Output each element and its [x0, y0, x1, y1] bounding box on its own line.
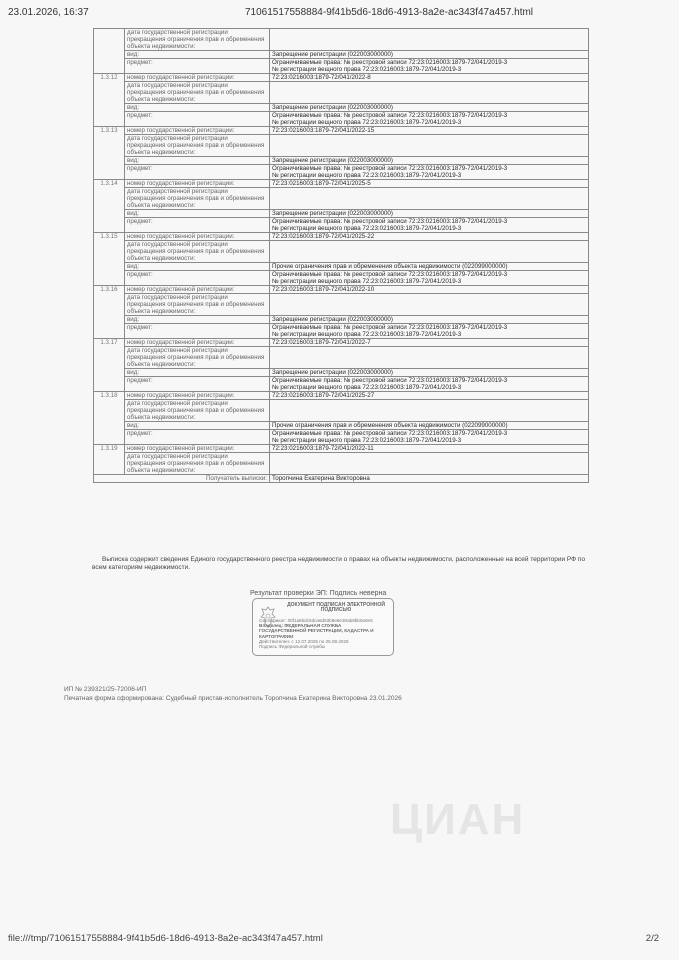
table-row	[94, 188, 589, 210]
subject-line: Ограничиваемые права: № реестровой записи 72:23:0216003:1879-72/041/2019-3	[272, 271, 508, 278]
table-row	[94, 271, 589, 286]
print-datetime: 23.01.2026, 16:37	[8, 7, 89, 18]
end-date-label: дата государственной регистрации прекращения ограничения прав и обременения объекта недвижимости:	[125, 294, 270, 316]
kind-value: Запрещение регистрации (022003000000)	[270, 316, 589, 324]
page-number: 2/2	[645, 933, 659, 944]
reg-number-label: номер государственной регистрации:	[125, 233, 270, 241]
end-date-label: дата государственной регистрации прекращения ограничения прав и обременения объекта недвижимости:	[125, 453, 270, 475]
subject-label: предмет:	[125, 324, 270, 339]
reg-number-value: 72:23:0216003:1879-72/041/2022-15	[270, 127, 589, 135]
subject-line: Ограничиваемые права: № реестровой записи 72:23:0216003:1879-72/041/2019-3	[272, 165, 508, 172]
table-row	[94, 104, 589, 112]
table-row	[94, 453, 589, 475]
subject-value	[270, 59, 589, 74]
end-date-value	[270, 347, 589, 369]
table-row	[94, 112, 589, 127]
stamp-certificate: Сертификат: 00f1a5bdc5dca6d53b8e8e30ab8bb0a0e5	[259, 618, 373, 623]
reg-number-value: 72:23:0216003:1879-72/041/2022-11	[270, 445, 589, 453]
end-date-value	[270, 188, 589, 210]
reg-number-value: 72:23:0216003:1879-72/041/2025-22	[270, 233, 589, 241]
subject-line: № регистрации вещного права 72:23:0216003:1879-72/041/2019-3	[272, 384, 462, 391]
table-row	[94, 59, 589, 74]
kind-value: Запрещение регистрации (022003000000)	[270, 51, 589, 59]
case-number: ИП № 239321/25-72006-ИП	[64, 686, 147, 693]
table-row	[94, 286, 589, 294]
kind-label: вид:	[125, 210, 270, 218]
subject-label: предмет:	[125, 377, 270, 392]
end-date-label: дата государственной регистрации прекращения ограничения прав и обременения объекта недвижимости:	[125, 135, 270, 157]
table-row	[94, 29, 589, 51]
reg-number-value: 72:23:0216003:1879-72/041/2022-10	[270, 286, 589, 294]
end-date-value	[270, 294, 589, 316]
entry-number: 1.3.12	[94, 74, 125, 127]
kind-value: Запрещение регистрации (022003000000)	[270, 369, 589, 377]
table-row	[94, 241, 589, 263]
extract-note: Выписка содержит сведения Единого государственного реестра недвижимости о правах на объекты недвижимости, расположенные на всей территории РФ по всем категориям недвижимости.	[92, 556, 586, 571]
recipient-label: Получатель выписки:	[94, 475, 270, 483]
table-row	[94, 82, 589, 104]
table-row	[94, 51, 589, 59]
subject-line: Ограничиваемые права: № реестровой записи 72:23:0216003:1879-72/041/2019-3	[272, 112, 508, 119]
table-row	[94, 294, 589, 316]
reg-number-label: номер государственной регистрации:	[125, 180, 270, 188]
kind-label: вид:	[125, 157, 270, 165]
table-row	[94, 74, 589, 82]
table-row	[94, 369, 589, 377]
subject-value	[270, 271, 589, 286]
kind-label: вид:	[125, 51, 270, 59]
table-row	[94, 316, 589, 324]
entry-number: 1.3.19	[94, 445, 125, 475]
kind-value: Запрещение регистрации (022003000000)	[270, 210, 589, 218]
table-row	[94, 392, 589, 400]
file-path: file:///tmp/71061517558884-9f41b5d6-18d6-4913-8a2e-ac343f47a457.html	[8, 933, 323, 944]
stamp-signer: Подпись Федеральной службы	[259, 644, 326, 650]
table-row	[94, 233, 589, 241]
entry-number: 1.3.18	[94, 392, 125, 445]
subject-line: № регистрации вещного права 72:23:0216003:1879-72/041/2019-3	[272, 119, 462, 126]
table-row	[94, 210, 589, 218]
subject-value	[270, 112, 589, 127]
table-row	[94, 157, 589, 165]
end-date-label: дата государственной регистрации прекращения ограничения прав и обременения объекта недвижимости:	[125, 82, 270, 104]
table-row	[94, 430, 589, 445]
table-row	[94, 165, 589, 180]
table-row	[94, 400, 589, 422]
subject-line: Ограничиваемые права: № реестровой записи 72:23:0216003:1879-72/041/2019-3	[272, 324, 508, 331]
watermark: ЦИАН	[390, 795, 526, 844]
subject-label: предмет:	[125, 112, 270, 127]
kind-value: Прочие ограничения прав и обременения объекта недвижимости (022099000000)	[270, 422, 589, 430]
reg-number-label: номер государственной регистрации:	[125, 339, 270, 347]
subject-label: предмет:	[125, 218, 270, 233]
encumbrance-table	[93, 28, 589, 483]
reg-number-value: 72:23:0216003:1879-72/041/2022-7	[270, 339, 589, 347]
end-date-label: дата государственной регистрации прекращения ограничения прав и обременения объекта недвижимости:	[125, 188, 270, 210]
print-meta	[64, 685, 402, 703]
kind-label: вид:	[125, 263, 270, 271]
subject-value	[270, 165, 589, 180]
table-row	[94, 324, 589, 339]
kind-value: Запрещение регистрации (022003000000)	[270, 157, 589, 165]
end-date-label: дата государственной регистрации прекращения ограничения прав и обременения объекта недвижимости:	[125, 347, 270, 369]
kind-value: Прочие ограничения прав и обременения объекта недвижимости (022099000000)	[270, 263, 589, 271]
subject-line: № регистрации вещного права 72:23:0216003:1879-72/041/2019-3	[272, 437, 462, 444]
end-date-value	[270, 241, 589, 263]
kind-label: вид:	[125, 369, 270, 377]
table-row	[94, 263, 589, 271]
reg-number-label: номер государственной регистрации:	[125, 445, 270, 453]
end-date-value	[270, 400, 589, 422]
table-row	[94, 339, 589, 347]
subject-label: предмет:	[125, 165, 270, 180]
entry-number: 1.3.16	[94, 286, 125, 339]
subject-line: Ограничиваемые права: № реестровой записи 72:23:0216003:1879-72/041/2019-3	[272, 377, 508, 384]
reg-number-label: номер государственной регистрации:	[125, 392, 270, 400]
table-row	[94, 135, 589, 157]
reg-number-value: 72:23:0216003:1879-72/041/2022-8	[270, 74, 589, 82]
entry-number: 1.3.13	[94, 127, 125, 180]
entry-number: 1.3.14	[94, 180, 125, 233]
subject-line: Ограничиваемые права: № реестровой записи 72:23:0216003:1879-72/041/2019-3	[272, 218, 508, 225]
stamp-title: ДОКУМЕНТ ПОДПИСАН ЭЛЕКТРОННОЙ ПОДПИСЬЮ	[287, 602, 385, 614]
end-date-value	[270, 135, 589, 157]
reg-number-label: номер государственной регистрации:	[125, 74, 270, 82]
table-row	[94, 347, 589, 369]
subject-label: предмет:	[125, 430, 270, 445]
reg-number-value: 72:23:0216003:1879-72/041/2025-5	[270, 180, 589, 188]
kind-value: Запрещение регистрации (022003000000)	[270, 104, 589, 112]
end-date-label: дата государственной регистрации прекращения ограничения прав и обременения объекта недвижимости:	[125, 241, 270, 263]
table-row	[94, 127, 589, 135]
recipient-value: Торопчина Екатерина Викторовна	[270, 475, 589, 483]
end-date-value	[270, 82, 589, 104]
table-row	[94, 377, 589, 392]
entry-number: 1.3.15	[94, 233, 125, 286]
reg-number-label: номер государственной регистрации:	[125, 286, 270, 294]
subject-label: предмет:	[125, 271, 270, 286]
table-row	[94, 445, 589, 453]
print-form-info: Печатная форма сформирована: Судебный пристав-исполнитель Торопчина Екатерина Викторовна 23.01.2026	[64, 695, 402, 702]
subject-label: предмет:	[125, 59, 270, 74]
entry-number: 1.3.17	[94, 339, 125, 392]
stamp-validity: Действителен: с 12.07.2025 по 25.09.2026	[259, 638, 349, 644]
subject-value	[270, 430, 589, 445]
subject-line: № регистрации вещного права 72:23:0216003:1879-72/041/2019-3	[272, 66, 462, 73]
stamp-owner: Владелец: ФЕДЕРАЛЬНАЯ СЛУЖБА ГОСУДАРСТВЕННОЙ РЕГИСТРАЦИИ, КАДАСТРА И КАРТОГРАФИИ	[259, 623, 374, 639]
kind-label: вид:	[125, 422, 270, 430]
subject-value	[270, 377, 589, 392]
kind-label: вид:	[125, 316, 270, 324]
reg-number-value: 72:23:0216003:1879-72/041/2025-27	[270, 392, 589, 400]
table-row	[94, 422, 589, 430]
document-title: 71061517558884-9f41b5d6-18d6-4913-8a2e-ac343f47a457.html	[245, 7, 534, 18]
table-row	[94, 475, 589, 483]
table-row	[94, 180, 589, 188]
reg-number-label: номер государственной регистрации:	[125, 127, 270, 135]
electronic-signature-stamp	[252, 598, 394, 656]
subject-line: № регистрации вещного права 72:23:0216003:1879-72/041/2019-3	[272, 331, 462, 338]
subject-line: Ограничиваемые права: № реестровой записи 72:23:0216003:1879-72/041/2019-3	[272, 430, 508, 437]
subject-value	[270, 218, 589, 233]
subject-line: № регистрации вещного права 72:23:0216003:1879-72/041/2019-3	[272, 172, 462, 179]
subject-line: Ограничиваемые права: № реестровой записи 72:23:0216003:1879-72/041/2019-3	[272, 59, 508, 66]
signature-check-result: Результат проверки ЭП: Подпись неверна	[250, 590, 387, 597]
subject-line: № регистрации вещного права 72:23:0216003:1879-72/041/2019-3	[272, 278, 462, 285]
subject-line: № регистрации вещного права 72:23:0216003:1879-72/041/2019-3	[272, 225, 462, 232]
subject-value	[270, 324, 589, 339]
end-date-label: дата государственной регистрации прекращения ограничения прав и обременения объекта недвижимости:	[125, 400, 270, 422]
table-row	[94, 218, 589, 233]
kind-label: вид:	[125, 104, 270, 112]
end-date-label: дата государственной регистрации прекращения ограничения прав и обременения объекта недвижимости:	[125, 29, 270, 51]
